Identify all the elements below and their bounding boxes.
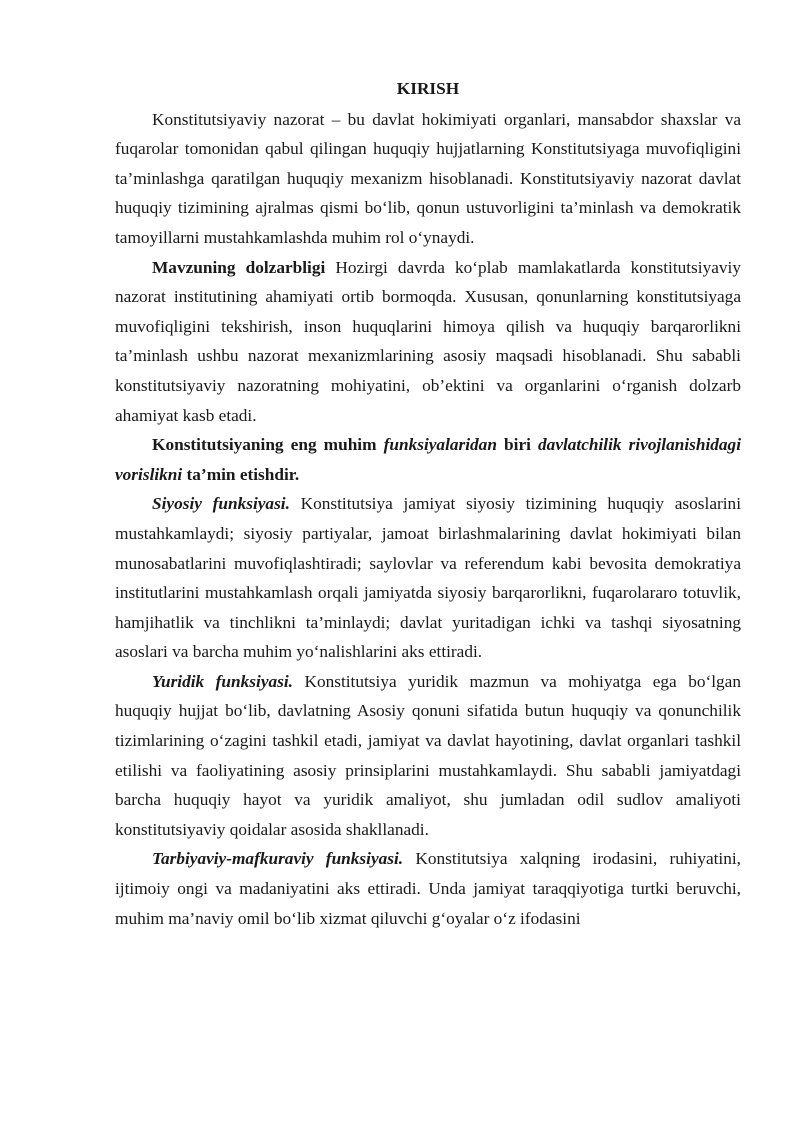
functions-intro-text: Konstitutsiyaning eng muhim funksiyalaridan biri davlatchilik rivojlanishidagi vorislikni ta’min etishdir. [115, 435, 742, 484]
educational-function-heading: Tarbiyaviy-mafkuraviy funksiyasi. [152, 849, 404, 869]
paragraph-relevance [115, 253, 741, 431]
document-page [115, 74, 741, 933]
relevance-heading: Mavzuning dolzarbligi [152, 257, 326, 277]
educational-function-text: Konstitutsiya xalqning irodasini, ruhiyatini, ijtimoiy ongi va madaniyatini aks ettiradi. Unda jamiyat taraqqiyotiga turtki beruvchi, muhim ma’naviy omil bo‘lib xizmat qiluvchi g‘oyalar o‘z ifodasini [115, 849, 741, 928]
paragraph-functions-intro [115, 430, 741, 489]
legal-function-heading: Yuridik funksiyasi. [152, 671, 293, 691]
political-function-text: Konstitutsiya jamiyat siyosiy tizimining huquqiy asoslarini mustahkamlaydi; siyosiy partiyalar, jamoat birlashmalarining davlat hokimiyati bilan munosabatlarini muvofiqlashtiradi; saylovlar va referendum kabi bevosita demokratiya institutlarini mustahkamlash orqali jamiyatda siyosiy barqarorlikni, fuqarolararo totuvlik, hamjihatlik va tinchlikni ta’minlaydi; davlat yuritadigan ichki va tashqi siyosatning asoslari va barcha muhim yo‘nalishlarini aks ettiradi. [115, 494, 741, 662]
paragraph-intro: Konstitutsiyaviy nazorat – bu davlat hokimiyati organlari, mansabdor shaxslar va fuqarolar tomonidan qabul qilingan huquqiy hujjatlarning Konstitutsiyaga muvofiqligini ta’minlashga qaratilgan huquqiy mexanizm hisoblanadi. Konstitutsiyaviy nazorat davlat huquqiy tizimining ajralmas qismi bo‘lib, qonun ustuvorligini ta’minlash va demokratik tamoyillarni mustahkamlashda muhim rol o‘ynaydi. [115, 109, 741, 247]
paragraph-legal-function [115, 667, 741, 845]
paragraph-political-function [115, 489, 741, 667]
paragraph-educational-function [115, 844, 741, 933]
document-title: KIRISH [396, 79, 460, 98]
legal-function-text: Konstitutsiya yuridik mazmun va mohiyatga ega bo‘lgan huquqiy hujjat bo‘lib, davlatning Asosiy qonuni sifatida butun huquqiy va qonunchilik tizimlarining o‘zagini tashkil etadi, jamiyat va davlat hayotining, davlat organlari tashkil etilishi va faoliyatining asosiy prinsiplarini mustahkamlaydi. Shu sababli jamiyatdagi barcha huquqiy hayot va yuridik amaliyot, shu jumladan odil sudlov amaliyoti konstitutsiyaviy qoidalar asosida shakllanadi. [115, 671, 741, 839]
relevance-text: Hozirgi davrda ko‘plab mamlakatlarda konstitutsiyaviy nazorat institutining ahamiyati ortib bormoqda. Xususan, qonunlarning konstitutsiyaga muvofiqligini tekshirish, inson huquqlarini himoya qilish va huquqiy barqarorlikni ta’minlash ushbu nazorat mexanizmlarining asosiy maqsadi hisoblanadi. Shu sababli konstitutsiyaviy nazoratning mohiyatini, ob’ektini va organlarini o‘rganish dolzarb ahamiyat kasb etadi. [115, 257, 741, 425]
political-function-heading: Siyosiy funksiyasi. [152, 494, 290, 514]
